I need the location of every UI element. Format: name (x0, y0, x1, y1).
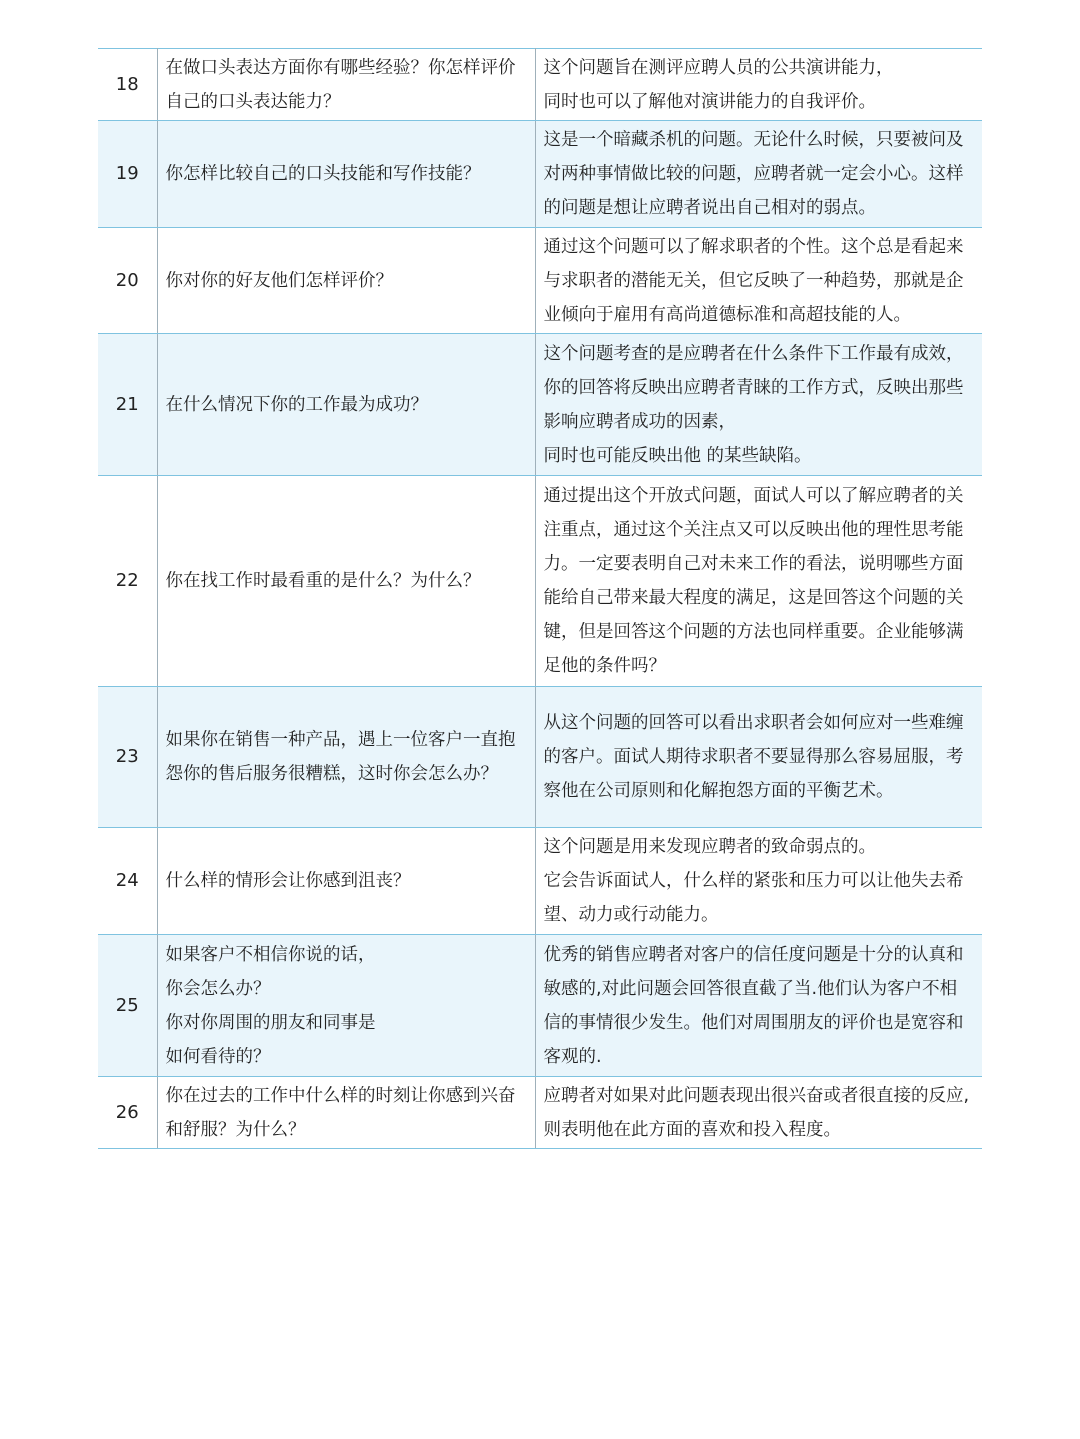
interview-qa-table (98, 48, 982, 1149)
question-text: 你在过去的工作中什么样的时刻让你感到兴奋和舒服？为什么？ (165, 1085, 516, 1140)
table-row (98, 687, 982, 828)
answer-cell (535, 476, 982, 687)
answer-text: 这个问题考查的是应聘者在什么条件下工作最有成效，你的回答将反映出应聘者青睐的工作方式，反映出那些影响应聘者成功的因素， (543, 343, 964, 432)
answer-cell (535, 1077, 982, 1149)
question-cell (157, 687, 535, 828)
answer-cell (535, 228, 982, 334)
question-text: 如果客户不相信你说的话， (165, 944, 376, 965)
question-text: 如何看待的？ (165, 1046, 271, 1067)
answer-cell (535, 935, 982, 1077)
row-number: 19 (98, 121, 157, 228)
answer-text: 它会告诉面试人，什么样的紧张和压力可以让他失去希望、动力或行动能力。 (543, 871, 964, 925)
question-text: 如果你在销售一种产品，遇上一位客户一直抱怨你的售后服务很糟糕，这时你会怎么办？ (165, 730, 516, 784)
question-text: 在什么情况下你的工作最为成功？ (165, 394, 428, 415)
answer-text: 同时也可以了解他对演讲能力的自我评价。 (543, 91, 876, 112)
row-number: 23 (98, 687, 157, 828)
question-cell (157, 476, 535, 687)
question-text: 你对你周围的朋友和同事是 (165, 1012, 376, 1033)
table-row (98, 334, 982, 476)
question-text: 你在找工作时最看重的是什么？为什么？ (165, 571, 481, 591)
answer-text: 这是一个暗藏杀机的问题。无论什么时候，只要被问及对两种事情做比较的问题，应聘者就一定会小心。这样的问题是想让应聘者说出自己相对的弱点。 (543, 130, 964, 218)
row-number: 18 (98, 49, 157, 121)
table-row (98, 1077, 982, 1149)
question-cell (157, 935, 535, 1077)
row-number: 24 (98, 828, 157, 935)
answer-cell (535, 687, 982, 828)
question-cell (157, 828, 535, 935)
row-number: 25 (98, 935, 157, 1077)
answer-cell (535, 49, 982, 121)
question-text: 你怎样比较自己的口头技能和写作技能？ (165, 164, 481, 184)
question-cell (157, 49, 535, 121)
table-row (98, 228, 982, 334)
question-cell (157, 121, 535, 228)
table-row (98, 828, 982, 935)
question-cell (157, 228, 535, 334)
question-cell (157, 1077, 535, 1149)
answer-text: 通过这个问题可以了解求职者的个性。这个总是看起来与求职者的潜能无关，但它反映了一种趋势，那就是企业倾向于雇用有高尚道德标准和高超技能的人。 (543, 236, 964, 325)
question-text: 什么样的情形会让你感到沮丧？ (165, 871, 411, 891)
answer-text: 这个问题是用来发现应聘者的致命弱点的。 (543, 837, 876, 857)
answer-text: 这个问题旨在测评应聘人员的公共演讲能力， (543, 57, 894, 78)
question-text: 你对你的好友他们怎样评价？ (165, 270, 393, 291)
row-number: 26 (98, 1077, 157, 1149)
question-cell (157, 334, 535, 476)
answer-cell (535, 121, 982, 228)
answer-text: 从这个问题的回答可以看出求职者会如何应对一些难缠的客户。面试人期待求职者不要显得那么容易屈服，考察他在公司原则和化解抱怨方面的平衡艺术。 (543, 713, 964, 801)
row-number: 20 (98, 228, 157, 334)
answer-text: 同时也可能反映出他 的某些缺陷。 (543, 445, 812, 466)
answer-cell (535, 828, 982, 935)
table-row (98, 121, 982, 228)
answer-text: 优秀的销售应聘者对客户的信任度问题是十分的认真和敏感的,对此问题会回答很直截了当.他们认为客户不相信的事情很少发生。他们对周围朋友的评价也是宽容和客观的. (543, 944, 964, 1067)
answer-cell (535, 334, 982, 476)
question-text: 在做口头表达方面你有哪些经验？你怎样评价自己的口头表达能力？ (165, 57, 516, 112)
table-row (98, 476, 982, 687)
table-row (98, 49, 982, 121)
answer-text: 应聘者对如果对此问题表现出很兴奋或者很直接的反应,则表明他在此方面的喜欢和投入程度。 (543, 1085, 970, 1140)
question-text: 你会怎么办？ (165, 978, 271, 999)
table-row (98, 935, 982, 1077)
row-number: 22 (98, 476, 157, 687)
row-number: 21 (98, 334, 157, 476)
answer-text: 通过提出这个开放式问题，面试人可以了解应聘者的关注重点，通过这个关注点又可以反映出他的理性思考能力。一定要表明自己对未来工作的看法，说明哪些方面能给自己带来最大程度的满足，这是回答这个问题的关键，但是回答这个问题的方法也同样重要。企业能够满足他的条件吗？ (543, 486, 964, 676)
